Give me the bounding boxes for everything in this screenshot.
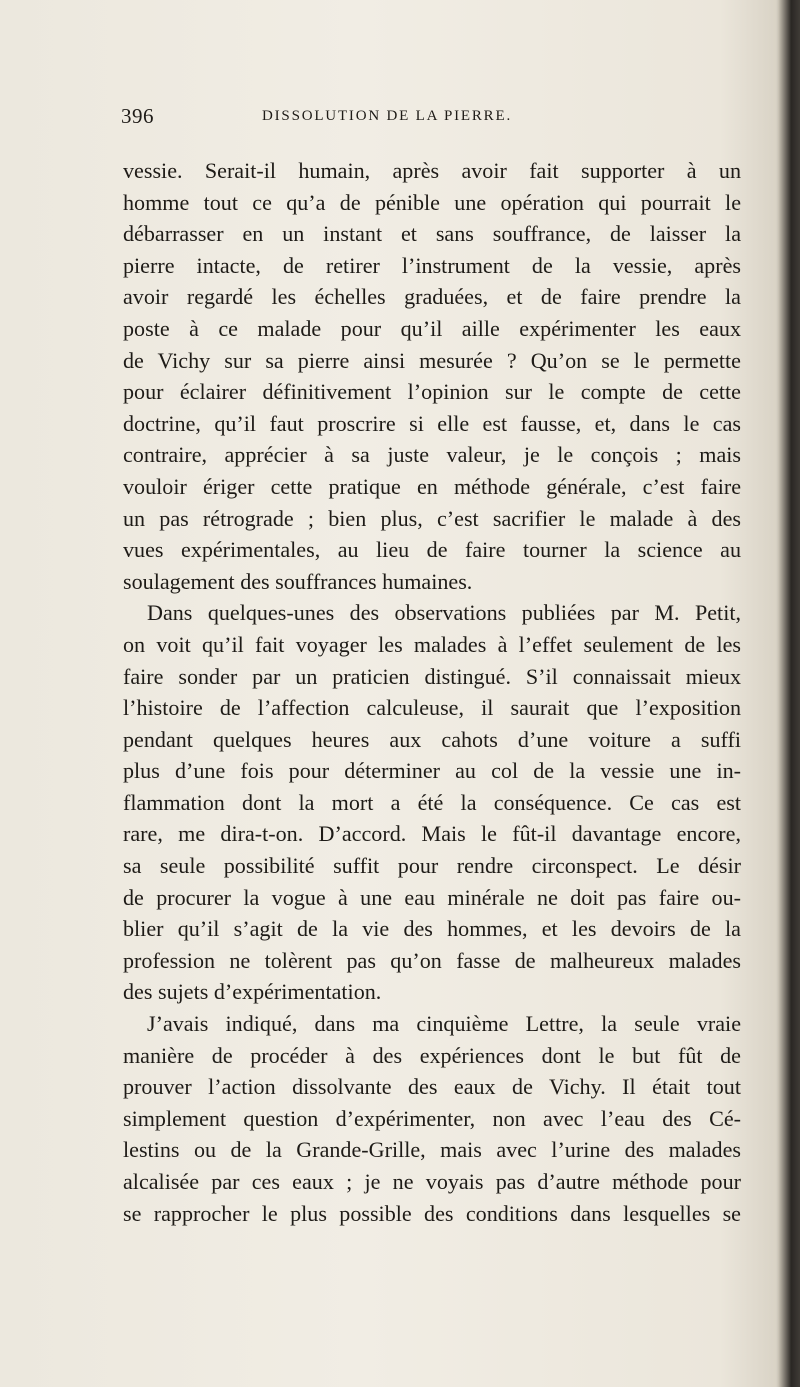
running-head: DISSOLUTION DE LA PIERRE.: [262, 108, 512, 124]
text-line: manière de procéder à des expériences dont le but fût de: [123, 1042, 741, 1068]
text-line: homme tout ce qu’a de pénible une opération qui pourrait le: [123, 189, 741, 215]
page-binding-edge: [778, 0, 800, 1387]
text-line: débarrasser en un instant et sans souffrance, de laisser la: [123, 221, 741, 247]
text-line: J’avais indiqué, dans ma cinquième Lettre, la seule vraie: [147, 1011, 741, 1037]
text-line: Dans quelques-unes des observations publiées par M. Petit,: [147, 600, 741, 626]
text-line: avoir regardé les échelles graduées, et de faire prendre la: [123, 284, 741, 310]
text-line: simplement question d’expérimenter, non avec l’eau des Cé-: [123, 1105, 741, 1131]
text-line: alcalisée par ces eaux ; je ne voyais pas d’autre méthode pour: [123, 1169, 741, 1194]
text-line: pour éclairer définitivement l’opinion sur le compte de cette: [123, 379, 741, 405]
text-line: flammation dont la mort a été la conséquence. Ce cas est: [123, 789, 741, 815]
text-line: on voit qu’il fait voyager les malades à l’effet seulement de les: [123, 631, 741, 657]
text-line: plus d’une fois pour déterminer au col de la vessie une in-: [123, 758, 741, 784]
text-line: doctrine, qu’il faut proscrire si elle est fausse, et, dans le cas: [123, 410, 741, 436]
text-line: soulagement des souffrances humaines.: [123, 568, 473, 594]
text-line: un pas rétrograde ; bien plus, c’est sacrifier le malade à des: [123, 505, 741, 531]
text-line: pendant quelques heures aux cahots d’une voiture a suffi: [123, 726, 741, 752]
page-number: 396: [121, 104, 154, 128]
text-line: des sujets d’expérimentation.: [123, 979, 382, 1005]
text-line: lestins ou de la Grande-Grille, mais avec l’urine des malades: [123, 1137, 741, 1163]
text-line: vessie. Serait-il humain, après avoir fait supporter à un: [123, 158, 741, 183]
text-line: rare, me dira-t-on. D’accord. Mais le fût-il davantage encore,: [123, 821, 741, 847]
text-line: profession ne tolèrent pas qu’on fasse de malheureux malades: [123, 947, 741, 973]
text-line: poste à ce malade pour qu’il aille expérimenter les eaux: [123, 315, 741, 341]
text-line: de procurer la vogue à une eau minérale ne doit pas faire ou-: [123, 884, 741, 910]
text-line: vouloir ériger cette pratique en méthode générale, c’est faire: [123, 473, 741, 499]
text-line: prouver l’action dissolvante des eaux de Vichy. Il était tout: [123, 1074, 741, 1100]
text-line: de Vichy sur sa pierre ainsi mesurée ? Qu’on se le permette: [123, 347, 741, 373]
page-header: [121, 104, 741, 144]
body-text: [123, 155, 741, 1229]
text-line: pierre intacte, de retirer l’instrument de la vessie, après: [123, 252, 741, 278]
text-line: se rapprocher le plus possible des conditions dans lesquelles se: [123, 1200, 741, 1226]
text-line: vues expérimentales, au lieu de faire tourner la science au: [123, 537, 741, 563]
text-line: faire sonder par un praticien distingué. S’il connaissait mieux: [123, 663, 741, 689]
text-line: l’histoire de l’affection calculeuse, il saurait que l’exposition: [123, 695, 741, 721]
text-line: blier qu’il s’agit de la vie des hommes, et les devoirs de la: [123, 916, 741, 942]
text-line: sa seule possibilité suffit pour rendre circonspect. Le désir: [123, 853, 741, 879]
text-line: contraire, apprécier à sa juste valeur, je le conçois ; mais: [123, 442, 741, 468]
